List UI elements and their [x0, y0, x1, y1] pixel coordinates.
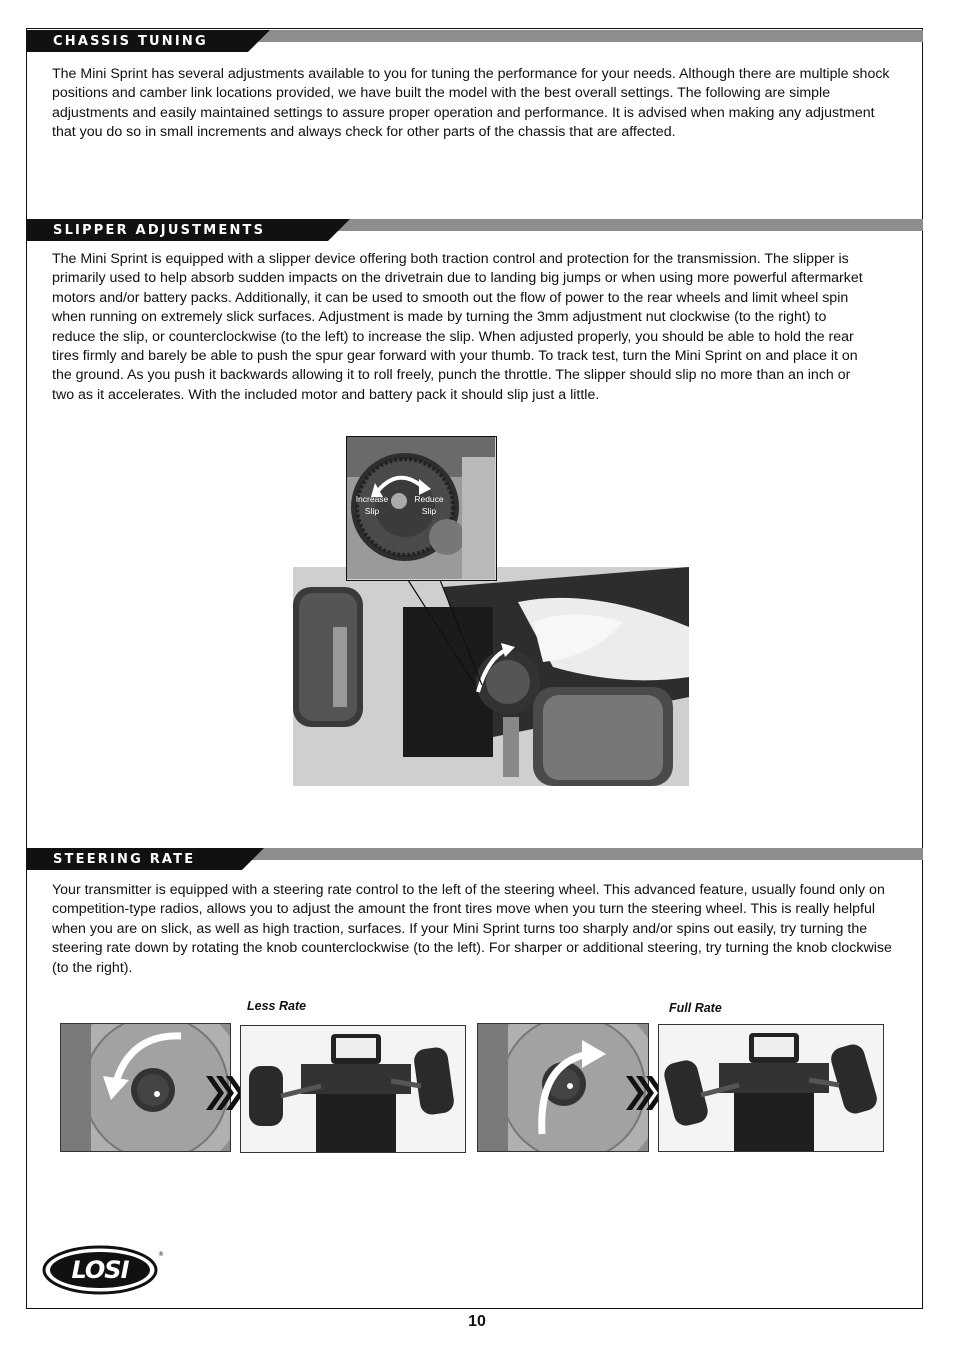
increase-slip-label: Increase Slip: [355, 494, 389, 516]
losi-logo-icon: [42, 1240, 164, 1296]
full-rate-car-photo: [658, 1024, 884, 1152]
callout-lines: [400, 575, 490, 690]
less-rate-caption: Less Rate: [247, 999, 307, 1013]
svg-text:LOSI: LOSI: [71, 1256, 129, 1284]
page-number: 10: [468, 1313, 486, 1330]
full-rate-caption: Full Rate: [669, 1001, 722, 1015]
slipper-header: [27, 219, 923, 241]
svg-text:®: ®: [158, 1251, 164, 1258]
less-rate-car-photo: [240, 1025, 466, 1153]
chassis-tuning-text: The Mini Sprint has several adjustments available to you for tuning the performance for your needs. Although there are multiple shock positions and camber link locations provided, we have built the model with the best overall settings. The following are simple adjustments and easily maintained settings to assure proper operation and performance. It is advised when making any adjustment that you do so in small increments and always check for other parts of the chassis that are affected.: [52, 66, 890, 141]
slipper-text: The Mini Sprint is equipped with a slipper device offering both traction control and protection for the transmission. The slipper is primarily used to help absorb sudden impacts on the drivetrain due to landing big jumps or when using more powerful aftermarket motors and/or battery packs. Additionally, it can be used to smooth out the flow of power to the rear wheels and limit wheel spin when running on extremely slick surfaces. Adjustment is made by turning the 3mm adjustment nut clockwise (to the right) to reduce the slip, or counterclockwise (to the left) to increase the slip. When adjusted properly, you should be able to hold the rear tires firmly and barely be able to push the spur gear forward with your thumb. To track test, turn the Mini Sprint on and place it on the ground. As you push it backwards allowing it to roll freely, punch the throttle. The slipper should slip no more than an inch or two as it accelerates. With the included motor and battery pack it should slip just a little.: [52, 251, 863, 403]
slipper-photo: [293, 567, 689, 786]
steering-rate-title: STEERING RATE: [53, 852, 196, 867]
reduce-slip-label: Reduce Slip: [414, 494, 444, 516]
slipper-title: SLIPPER ADJUSTMENTS: [53, 223, 266, 238]
steering-rate-header: [27, 848, 923, 870]
less-rate-arrows-icon: [204, 1074, 244, 1112]
chassis-tuning-header: [27, 30, 923, 52]
chassis-tuning-title: CHASSIS TUNING: [53, 34, 208, 49]
steering-rate-text: Your transmitter is equipped with a steering rate control to the left of the steering wheel. This advanced feature, usually found only on competition-type radios, allows you to adjust the amount the front tires move when you turn the steering wheel. This is really helpful when you are on slick, as well as high traction, surfaces. If your Mini Sprint turns too sharply and/or spins out easily, try turning the steering rate down by rotating the knob counterclockwise (to the left). For sharper or additional steering, try turning the knob clockwise (to the right).: [52, 882, 892, 976]
